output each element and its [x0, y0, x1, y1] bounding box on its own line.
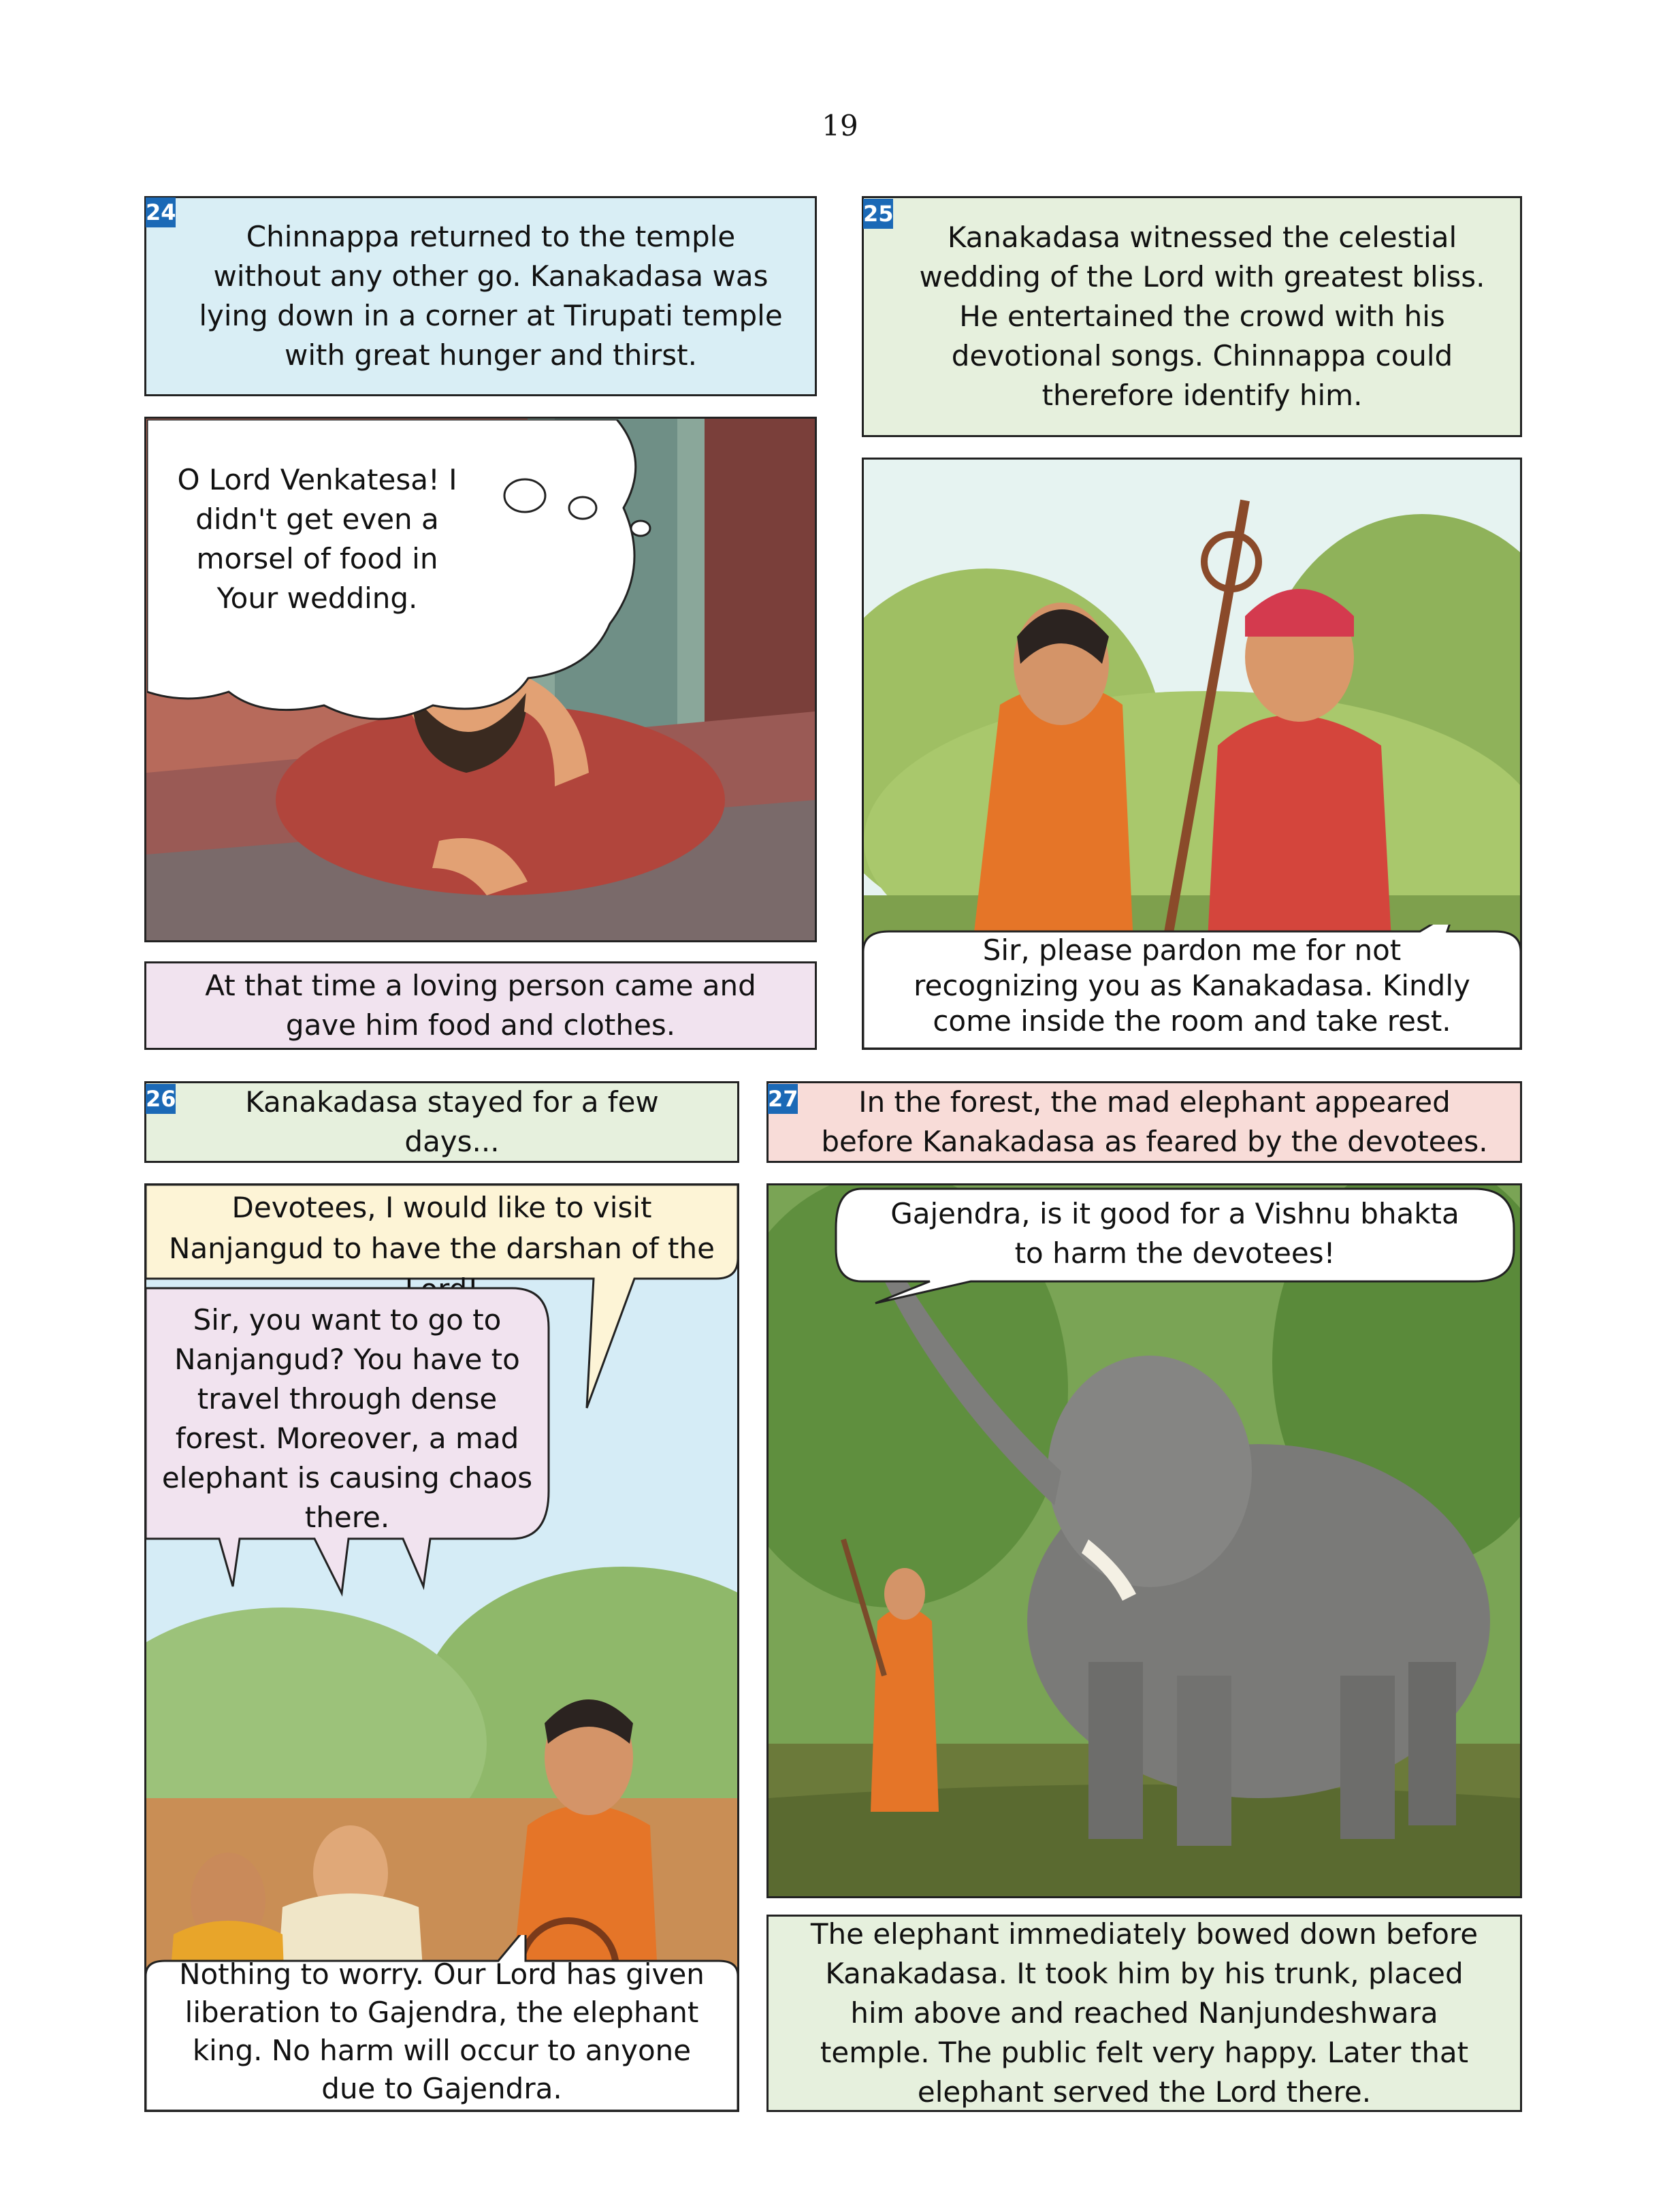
panel-26-speech-bubble-1 — [144, 1183, 739, 1279]
panel-24-caption-bottom-text: At that time a loving person came and gave him food and clothes. — [205, 969, 756, 1042]
panel-27-caption-bottom-text: The elephant immediately bowed down before Kanakadasa. It took him by his trunk, placed him above and reached Nanjundeshwara temple. The public felt very happy. Later that elephant served the Lord there. — [810, 1917, 1479, 2109]
panel-26-caption-top-text: Kanakadasa stayed for a few days... — [245, 1085, 659, 1158]
panel-26-speech-text-1: Devotees, I would like to visit Nanjangud to have the darshan of the — [169, 1191, 715, 1265]
panel-26-caption-top — [144, 1081, 739, 1163]
panel-24-thought-bubble — [147, 419, 528, 719]
panel-25-number: 25 — [863, 199, 893, 229]
panel-26-speech-text-3: Nothing to worry. Our Lord has given liberation to Gajendra, the elephant king. No harm will occur to anyone due to Gajendra. — [179, 1957, 705, 2105]
panel-27-speech-bubble — [835, 1187, 1515, 1283]
panel-26-speech-text-2: Sir, you want to go to Nanjangud? You have to travel through dense forest. Moreover, a mad elephant is causing chaos there. — [161, 1303, 533, 1534]
panel-24-number: 24 — [146, 197, 176, 227]
panel-27-caption-bottom — [766, 1915, 1522, 2112]
panel-26-speech-bubble-2 — [144, 1287, 550, 1546]
panel-25-caption-top — [862, 196, 1522, 437]
panel-25-caption-top-text: Kanakadasa witnessed the celestial wedding of the Lord with greatest bliss. He entertained the crowd with his devotional songs. Chinnappa could therefore identify him. — [919, 221, 1485, 412]
page-number: 19 — [822, 109, 858, 142]
panel-25-speech-bubble — [862, 925, 1522, 1050]
panel-27-number: 27 — [768, 1084, 798, 1114]
panel-25-speech-text: Sir, please pardon me for not recognizing you as Kanakadasa. Kindly come inside the room and take rest. — [914, 933, 1470, 1038]
panel-24-caption-top-text: Chinnappa returned to the temple without any other go. Kanakadasa was lying down in a corner at Tirupati temple with great hunger and thirst. — [199, 220, 783, 372]
panel-26-number: 26 — [146, 1084, 176, 1114]
panel-26-speech-bubble-3 — [144, 1957, 739, 2112]
panel-27-speech-text: Gajendra, is it good for a Vishnu bhakta to harm the devotees! — [890, 1197, 1459, 1270]
panel-24-thought-text: O Lord Venkatesa! I didn't get even a morsel of food in Your wedding. — [177, 463, 457, 615]
panel-27-caption-top-text: In the forest, the mad elephant appeared before Kanakadasa as feared by the devotees. — [821, 1085, 1488, 1158]
panel-27-caption-top — [766, 1081, 1522, 1163]
panel-24-caption-top — [144, 196, 817, 396]
panel-24-caption-bottom — [144, 961, 817, 1050]
